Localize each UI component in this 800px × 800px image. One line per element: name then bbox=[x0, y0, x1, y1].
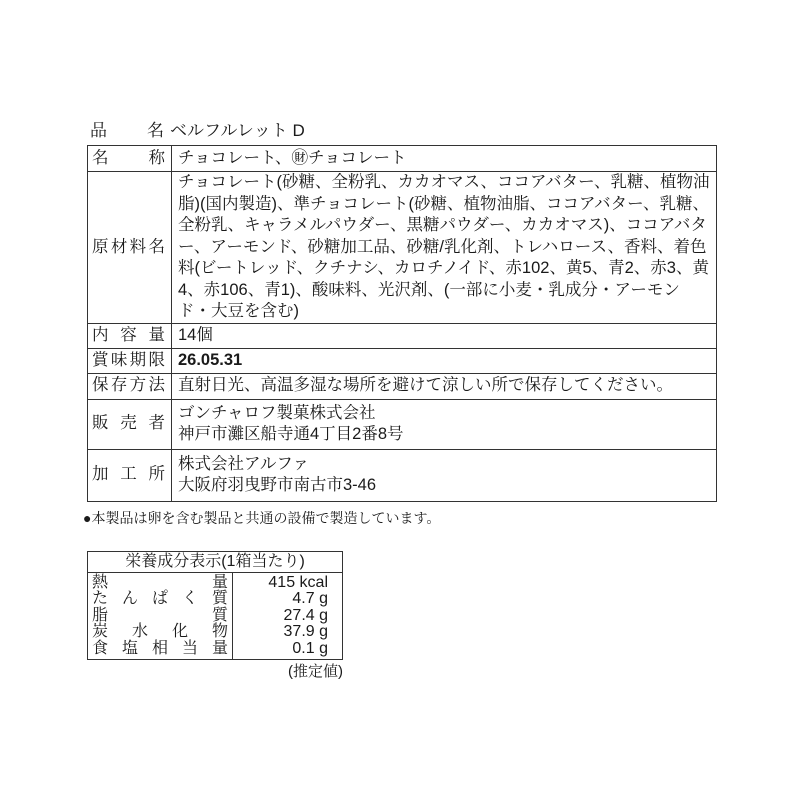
row-value: チョコレート(砂糖、全粉乳、カカオマス、ココアバター、乳糖、植物油脂)(国内製造)、準チョコレート(砂糖、植物油脂、ココアバター、乳糖、全粉乳、キャラメルパウダー、黒糖パウダー、カカオマス)、ココアバター、アーモンド、砂糖加工品、砂糖/乳化剤、トレハロース、香料、着色料(ビートレッド、クチナシ、カロチノイド、赤102、黄5、青2、赤3、黄4、赤106、青1)、酸味料、光沢剤、(一部に小麦・乳成分・アーモンド・大豆を含む) bbox=[172, 172, 717, 324]
label-sheet bbox=[83, 119, 717, 682]
nutrition-footnote: (推定値) bbox=[288, 663, 343, 680]
row-value: チョコレート、㊖チョコレート bbox=[172, 146, 717, 172]
row-label: 名称 bbox=[88, 146, 172, 172]
nutrition-value: 4.7 g bbox=[292, 590, 328, 607]
nutrition-value: 0.1 g bbox=[292, 639, 328, 657]
product-name-value: ベルフルレット D bbox=[170, 121, 305, 140]
nutrition-block bbox=[87, 551, 343, 683]
row-label: 保存方法 bbox=[88, 373, 172, 399]
product-name-line bbox=[90, 119, 717, 143]
row-name bbox=[88, 146, 717, 172]
row-storage bbox=[88, 373, 717, 399]
row-label: 内容量 bbox=[88, 323, 172, 348]
row-seller bbox=[88, 399, 717, 449]
nutrition-value: 27.4 g bbox=[283, 606, 328, 624]
row-ingredients bbox=[88, 172, 717, 324]
row-manufacturer bbox=[88, 449, 717, 501]
nutrition-table bbox=[87, 551, 343, 661]
row-value bbox=[172, 399, 717, 449]
row-label: 原材料名 bbox=[88, 172, 172, 324]
product-name-label: 品 名 bbox=[90, 121, 164, 140]
nutrition-label: 脂質 bbox=[92, 606, 228, 624]
row-value: 直射日光、高温多湿な場所を避けて涼しい所で保存してください。 bbox=[172, 373, 717, 399]
manufacturer-name: 株式会社アルファ bbox=[178, 454, 310, 473]
nutrition-header: 栄養成分表示(1箱当たり) bbox=[88, 551, 343, 572]
row-value: 14個 bbox=[172, 323, 717, 348]
nutrition-label: 熱量 bbox=[92, 573, 228, 591]
nutrition-labels bbox=[88, 572, 233, 660]
nutrition-label: 炭水化物 bbox=[92, 623, 228, 640]
manufacturer-address: 大阪府羽曳野市南古市3-46 bbox=[178, 476, 377, 494]
seller-address: 神戸市灘区船寺通4丁目2番8号 bbox=[178, 425, 404, 443]
nutrition-label: 食塩相当量 bbox=[92, 639, 228, 657]
row-label: 加工所 bbox=[88, 449, 172, 501]
row-quantity bbox=[88, 323, 717, 348]
row-best-before bbox=[88, 348, 717, 373]
nutrition-values bbox=[233, 572, 343, 660]
row-value: 26.05.31 bbox=[172, 348, 717, 373]
row-label: 賞味期限 bbox=[88, 348, 172, 373]
nutrition-value: 415 kcal bbox=[268, 573, 328, 591]
nutrition-label: たんぱく質 bbox=[92, 590, 228, 607]
allergen-note: ●本製品は卵を含む製品と共通の設備で製造しています。 bbox=[83, 509, 441, 526]
nutrition-value: 37.9 g bbox=[283, 623, 328, 640]
seller-name: ゴンチャロフ製菓株式会社 bbox=[178, 403, 376, 422]
row-value bbox=[172, 449, 717, 501]
label-table bbox=[87, 145, 717, 502]
row-label: 販売者 bbox=[88, 399, 172, 449]
